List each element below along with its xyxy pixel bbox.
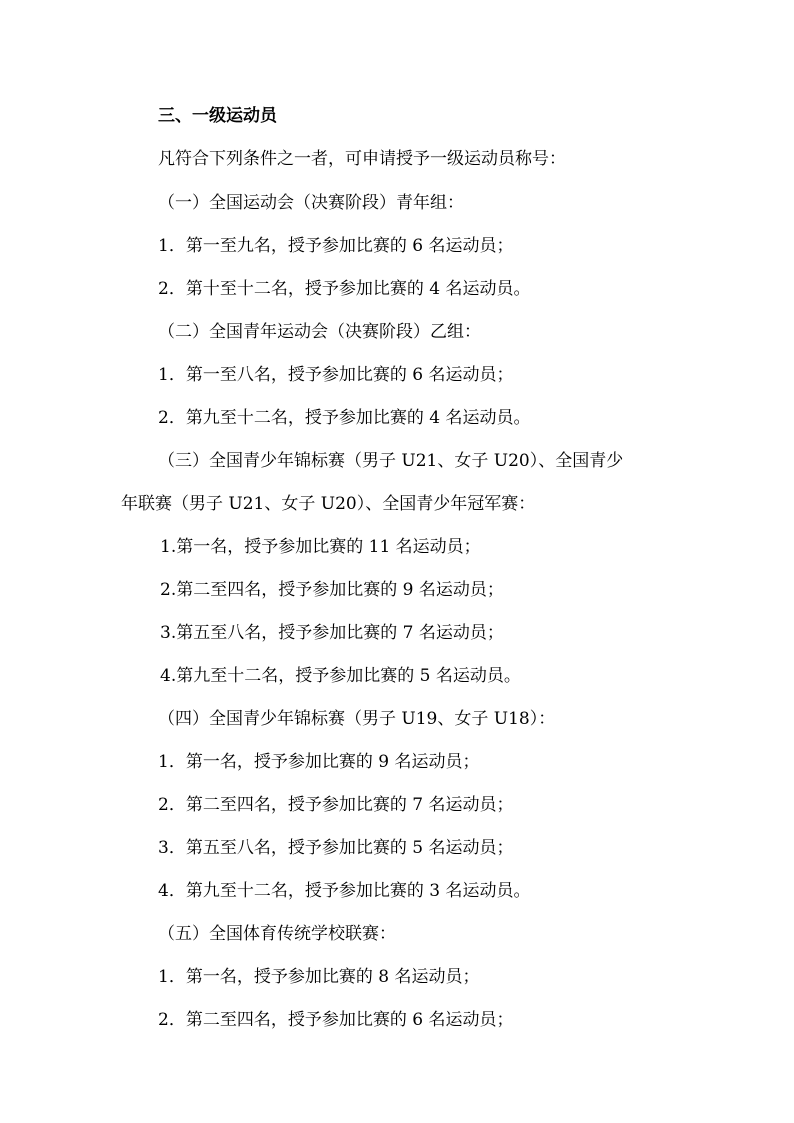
list-item: 2．第二至四名，授予参加比赛的 7 名运动员； (158, 795, 514, 815)
list-item: 1．第一至九名，授予参加比赛的 6 名运动员； (158, 236, 514, 256)
list-item: 1．第一至八名，授予参加比赛的 6 名运动员； (158, 365, 514, 385)
subsection-title-3-line1: （三）全国青少年锦标赛（男子 U21、女子 U20）、全国青少 (158, 451, 624, 471)
section-heading: 三、一级运动员 (158, 106, 277, 126)
list-item: 2．第九至十二名，授予参加比赛的 4 名运动员。 (158, 408, 531, 428)
subsection-title-2: （二）全国青年运动会（决赛阶段）乙组： (158, 322, 481, 342)
subsection-title-5: （五）全国体育传统学校联赛： (158, 924, 396, 944)
list-item: 4．第九至十二名，授予参加比赛的 3 名运动员。 (158, 881, 531, 901)
list-item: 3.第五至八名，授予参加比赛的 7 名运动员； (160, 623, 504, 643)
list-item: 2．第二至四名，授予参加比赛的 6 名运动员； (158, 1010, 514, 1030)
subsection-title-3-line2: 年联赛（男子 U21、女子 U20）、全国青少年冠军赛： (121, 494, 536, 514)
list-item: 3．第五至八名，授予参加比赛的 5 名运动员； (158, 838, 514, 858)
list-item: 4.第九至十二名，授予参加比赛的 5 名运动员。 (160, 666, 521, 686)
list-item: 2．第十至十二名，授予参加比赛的 4 名运动员。 (158, 279, 531, 299)
list-item: 1．第一名，授予参加比赛的 8 名运动员； (158, 967, 480, 987)
list-item: 2.第二至四名，授予参加比赛的 9 名运动员； (160, 580, 504, 600)
subsection-title-1: （一）全国运动会（决赛阶段）青年组： (158, 193, 464, 213)
intro-paragraph: 凡符合下列条件之一者，可申请授予一级运动员称号： (158, 149, 566, 169)
subsection-title-4: （四）全国青少年锦标赛（男子 U19、女子 U18）： (158, 709, 556, 729)
list-item: 1.第一名，授予参加比赛的 11 名运动员； (160, 537, 481, 557)
list-item: 1．第一名，授予参加比赛的 9 名运动员； (158, 752, 480, 772)
